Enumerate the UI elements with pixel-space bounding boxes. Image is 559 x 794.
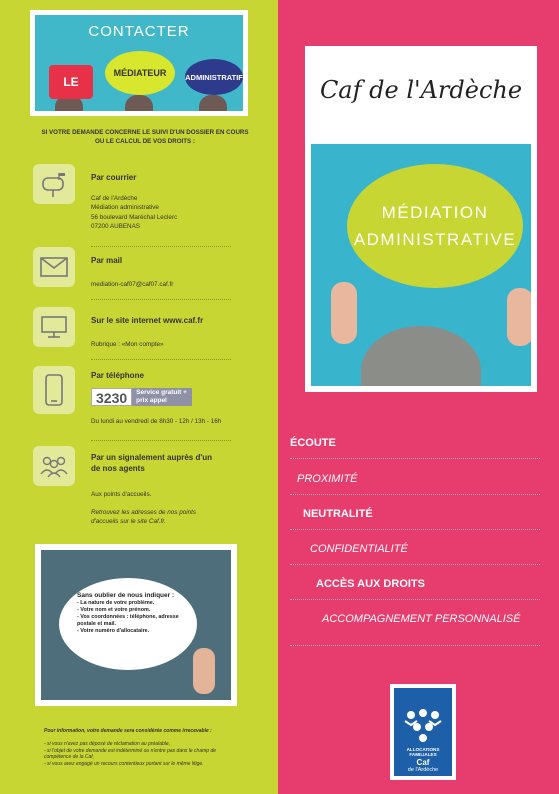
left-hand-illustration [331,282,357,344]
divider [91,299,231,300]
phone-number: 3230 [91,388,132,406]
in-person-note: Retrouvez les adresses de nos points d'accueils sur le site Caf.fr. [91,509,197,526]
contact-email [33,247,243,307]
reminder-item: - Vos coordonnées : téléphone, adresse postale et mail. [77,614,179,628]
mail-post-line: Caf de l'Ardèche [91,195,138,202]
hand-illustration [193,648,215,694]
phone-title: Par téléphone [91,371,144,380]
divider [290,458,540,459]
phone-hours: Du lundi au vendredi de 8h30 - 12h / 13h - 16h [91,418,222,425]
footer-item: - si vous avez engagé un recours contentieux portant sur le même litige. [44,761,204,767]
value-ecoute: ÉCOUTE [290,437,336,449]
footer-item: - si l'objet de votre demande est indéterminé ou n'entre pas dans le champ de compétence de la Caf, [44,747,217,761]
family-figures-icon [401,707,445,745]
phone-badge-text: Service gratuit + prix appel [132,388,192,406]
logo-brand: Caf [416,758,430,767]
contact-mail-post [33,164,243,244]
bubble-le: LE [49,65,93,99]
mediation-poster [305,46,537,392]
poster-bubble-line: ADMINISTRATIVE [353,230,517,249]
poster-bubble [347,164,523,288]
divider [290,494,540,495]
contact-web [33,307,243,367]
in-person-title: Par un signalement auprès d'un de nos agents [91,453,213,474]
reminder-card [35,544,237,706]
footer-item: - si vous n'avez pas déposé de réclamation au préalable, [44,740,171,747]
email-title: Par mail [91,256,123,265]
poster-title: Caf de l'Ardèche [319,76,523,104]
value-neutralite: NEUTRALITÉ [303,508,373,520]
mail-post-title: Par courrier [91,173,137,182]
in-person-text: Aux points d'accueils. [91,491,152,498]
poster-bubble-line: MÉDIATION [381,202,489,222]
logo-line: FAMILIALES [409,751,437,757]
reminder-bubble [59,578,197,670]
phone-badge[interactable] [91,388,192,406]
web-title[interactable]: Sur le site internet www.caf.fr [91,316,204,325]
mail-post-line: 07200 AUBENAS [91,223,141,231]
mail-post-line: Médiation administrative [91,204,159,212]
reminder-item: - La nature de votre problème. [77,600,155,606]
value-accompagnement: ACCOMPAGNEMENT PERSONNALISÉ [322,613,521,625]
banner-title: CONTACTER [88,23,190,40]
contact-banner [30,10,248,116]
logo-line: ALLOCATIONS [406,746,440,752]
envelope-icon [33,247,75,287]
contact-phone [33,366,243,446]
reminder-item: - Votre numéro d'allocataire. [77,628,150,635]
email-address[interactable]: mediation-caf07@caf07.caf.fr [91,281,174,288]
divider [91,359,231,360]
intro-text: SI VOTRE DEMANDE CONCERNE LE SUIVI D'UN DOSSIER EN COURS OU LE CALCUL DE VOS DROITS : [41,129,249,146]
phone-icon [33,366,75,414]
value-acces-aux-droits: ACCÈS AUX DROITS [316,578,425,590]
reminder-item: - Votre nom et votre prénom. [77,607,151,614]
caf-logo [390,684,456,780]
reminder-title: Sans oublier de nous indiquer : [77,592,175,599]
person-illustration [361,326,481,386]
bubble-administratif: ADMINISTRATIF [185,59,243,95]
divider [290,529,540,530]
web-text: Rubrique : «Mon compte» [91,341,164,348]
value-confidentialite: CONFIDENTIALITÉ [310,543,408,555]
divider [290,599,540,600]
value-proximite: PROXIMITÉ [297,473,358,485]
bubble-mediateur: MÉDIATEUR [105,51,175,95]
computer-icon [33,307,75,347]
footer-note [44,728,234,768]
mail-post-line: 56 boulevard Maréchal Leclerc [91,213,178,221]
right-hand-illustration [507,288,531,346]
contact-in-person [33,446,243,536]
divider [91,440,231,441]
mailbox-icon [33,164,75,204]
people-icon [33,446,75,486]
logo-region: de l'Ardèche [407,767,439,773]
divider [290,645,540,646]
divider [290,564,540,565]
footer-title: Pour information, votre demande sera considérée comme irrecevable : [44,728,212,734]
